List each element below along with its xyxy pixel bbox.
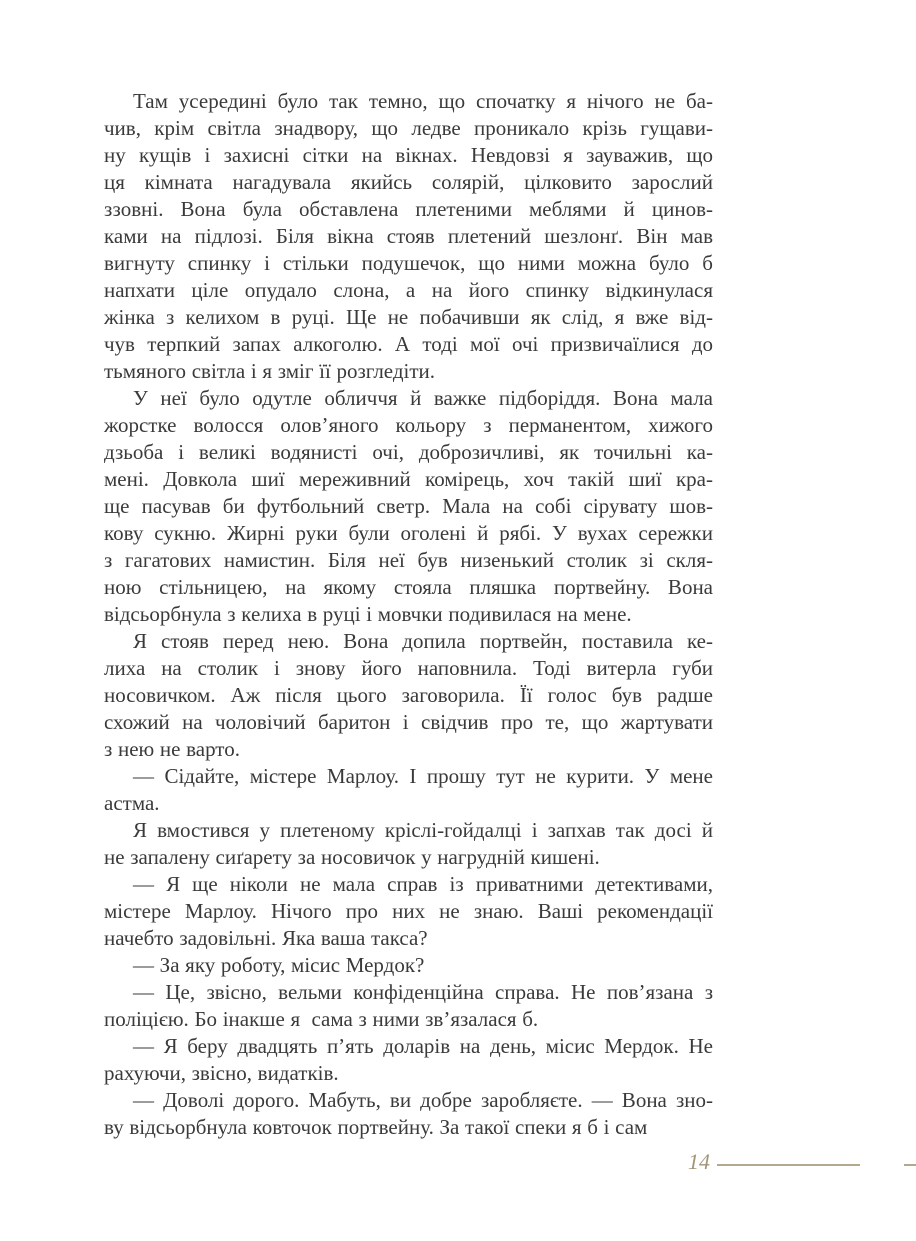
- text-line: — Доволі дорого. Мабуть, ви добре заробляєте. — Вона зно-: [133, 1088, 713, 1112]
- text-line: — Це, звісно, вельми конфіденційна справа. Не пов’язана з: [133, 980, 713, 1004]
- text-line: ну кущів і захисні сітки на вікнах. Невдовзі я зауважив, що: [104, 143, 713, 167]
- text-line: астма.: [104, 791, 160, 815]
- text-line: мені. Довкола шиї мереживний комірець, хоч такій шиї кра-: [104, 467, 713, 491]
- text-line: — Я ще ніколи не мала справ із приватними детективами,: [133, 872, 713, 896]
- text-line: ззовні. Вона була обставлена плетеними меблями й цинов-: [104, 197, 713, 221]
- text-line: У неї було одутле обличчя й важке підборіддя. Вона мала: [133, 386, 713, 410]
- paragraph: [104, 1033, 713, 1087]
- text-line: жорстке волосся олов’яного кольору з перманентом, хижого: [104, 413, 713, 437]
- page-number: 14: [688, 1149, 710, 1174]
- paragraph: [104, 1087, 713, 1141]
- text-line: ками на підлозі. Біля вікна стояв плетений шезлонґ. Він мав: [104, 224, 713, 248]
- text-line: — Я беру двадцять п’ять доларів на день, місис Мердок. Не: [133, 1034, 713, 1058]
- body-text: [104, 88, 713, 1141]
- paragraph: [104, 763, 713, 817]
- text-line: напхати ціле опудало слона, а на його спинку відкинулася: [104, 278, 713, 302]
- text-line: Я стояв перед нею. Вона допила портвейн, поставила ке-: [133, 629, 713, 653]
- text-line: Там усередині було так темно, що спочатку я нічого не ба-: [133, 89, 713, 113]
- paragraph: [104, 979, 713, 1033]
- text-line: жінка з келихом в руці. Ще не побачивши як слід, я вже від-: [104, 305, 713, 329]
- text-line: чув терпкий запах алкоголю. А тоді мої очі призвичаїлися до: [104, 332, 713, 356]
- paragraph: [104, 871, 713, 952]
- text-line: чив, крім світла знадвору, що ледве проникало крізь гущави-: [104, 116, 713, 140]
- text-line: тьмяного світла і я зміг її розгледіти.: [104, 359, 436, 383]
- text-line: поліцією. Бо інакше я сама з ними зв’язалася б.: [104, 1007, 539, 1031]
- text-line: ще пасував би футбольний светр. Мала на собі сірувату шов-: [104, 494, 713, 518]
- text-line: з нею не варто.: [104, 737, 240, 761]
- text-line: — За яку роботу, місис Мердок?: [133, 953, 425, 977]
- text-line: начебто задовільні. Яка ваша такса?: [104, 926, 428, 950]
- text-line: вигнуту спинку і стільки подушечок, що ними можна було б: [104, 251, 713, 275]
- text-line: відсьорбнула з келиха в руці і мовчки подивилася на мене.: [104, 602, 632, 626]
- footer-rule-right-fragment: [904, 1164, 916, 1166]
- text-line: кову сукню. Жирні руки були оголені й рябі. У вухах сережки: [104, 521, 713, 545]
- text-line: — Сідайте, містере Марлоу. І прошу тут не курити. У мене: [133, 764, 713, 788]
- paragraph: [104, 817, 713, 871]
- text-line: не запалену сиґарету за носовичок у нагрудній кишені.: [104, 845, 600, 869]
- paragraph: [104, 385, 713, 628]
- text-line: ною стільницею, на якому стояла пляшка портвейну. Вона: [104, 575, 713, 599]
- footer-rule: [717, 1164, 860, 1166]
- text-line: дзьоба і великі водянисті очі, доброзичливі, як точильні ка-: [104, 440, 713, 464]
- text-line: з гагатових намистин. Біля неї був низенький столик зі скля-: [104, 548, 713, 572]
- paragraph: [104, 628, 713, 763]
- text-line: лиха на столик і знову його наповнила. Тоді витерла губи: [104, 656, 713, 680]
- text-line: носовичком. Аж після цього заговорила. Її голос був радше: [104, 683, 713, 707]
- page-footer: [0, 1148, 916, 1188]
- paragraph: [104, 88, 713, 385]
- text-line: містере Марлоу. Нічого про них не знаю. Ваші рекомендації: [104, 899, 713, 923]
- text-line: схожий на чоловічий баритон і свідчив про те, що жартувати: [104, 710, 713, 734]
- text-line: рахуючи, звісно, видатків.: [104, 1061, 339, 1085]
- text-line: Я вмостився у плетеному кріслі-гойдалці і запхав так досі й: [133, 818, 713, 842]
- text-line: ця кімната нагадувала якийсь солярій, цілковито зарослий: [104, 170, 713, 194]
- text-line: ву відсьорбнула ковточок портвейну. За такої спеки я б і сам: [104, 1115, 648, 1139]
- paragraph: [104, 952, 713, 979]
